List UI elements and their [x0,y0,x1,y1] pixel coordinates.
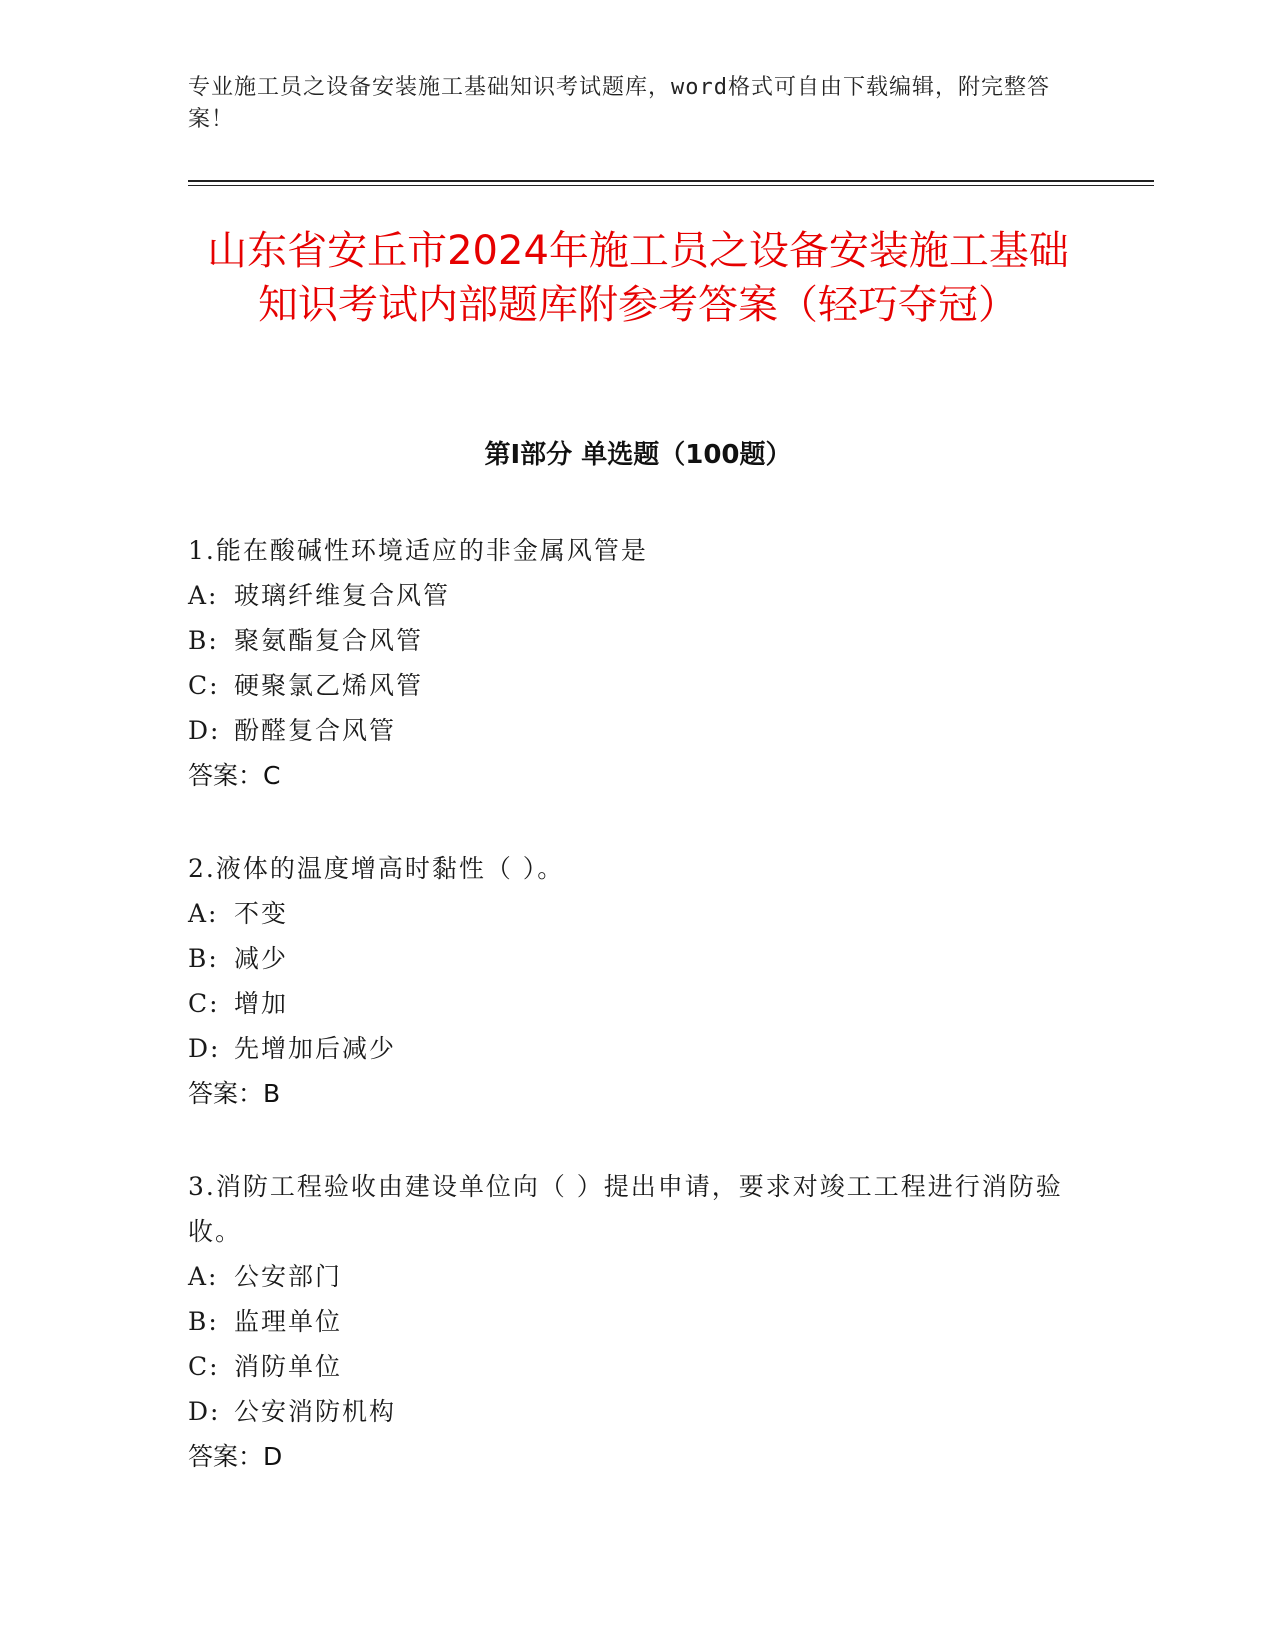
answer: 答案：C [188,761,281,790]
option-letter: B: [188,626,219,655]
option-text: 硬聚氯乙烯风管 [234,671,424,700]
answer: 答案：D [188,1442,283,1471]
option-letter: A: [188,899,219,928]
option-letter: D: [188,1034,221,1063]
option-text: 增加 [234,989,289,1018]
option-letter: D: [188,1397,221,1426]
option-b [188,936,1088,981]
header-note: 专业施工员之设备安装施工基础知识考试题库，word格式可自由下载编辑，附完整答案！ [188,75,1050,132]
section-heading: 第Ⅰ部分 单选题（100题） [484,440,792,470]
question-stem: 3.消防工程验收由建设单位向（ ）提出申请，要求对竣工工程进行消防验收。 [188,1172,1063,1246]
option-a [188,891,1088,936]
option-d [188,1026,1088,1071]
option-a [188,1254,1088,1299]
option-text: 公安消防机构 [234,1397,397,1426]
option-text: 酚醛复合风管 [234,716,397,745]
option-letter: C: [188,1352,220,1381]
option-letter: A: [188,1262,219,1291]
option-letter: D: [188,716,221,745]
option-c [188,981,1088,1026]
option-text: 公安部门 [234,1262,343,1291]
option-text: 先增加后减少 [234,1034,397,1063]
option-c [188,1344,1088,1389]
question-2 [188,846,1088,1116]
question-stem: 2.液体的温度增高时黏性（ ）。 [188,854,565,883]
option-text: 监理单位 [234,1307,343,1336]
option-letter: B: [188,1307,219,1336]
question-stem: 1.能在酸碱性环境适应的非金属风管是 [188,536,648,565]
option-text: 聚氨酯复合风管 [234,626,424,655]
option-a [188,573,1088,618]
option-text: 消防单位 [234,1352,343,1381]
option-letter: B: [188,944,219,973]
option-b [188,618,1088,663]
answer: 答案：B [188,1079,281,1108]
option-letter: A: [188,581,219,610]
question-1 [188,528,1088,798]
header-divider-thick [188,180,1154,182]
option-letter: C: [188,989,220,1018]
document-title: 山东省安丘市2024年施工员之设备安装施工基础知识考试内部题库附参考答案（轻巧夺冠） [207,228,1069,328]
option-b [188,1299,1088,1344]
question-3 [188,1164,1088,1479]
option-d [188,708,1088,753]
header-divider-thin [188,185,1154,186]
option-text: 玻璃纤维复合风管 [234,581,451,610]
option-d [188,1389,1088,1434]
option-text: 减少 [234,944,289,973]
option-text: 不变 [234,899,289,928]
option-c [188,663,1088,708]
option-letter: C: [188,671,220,700]
